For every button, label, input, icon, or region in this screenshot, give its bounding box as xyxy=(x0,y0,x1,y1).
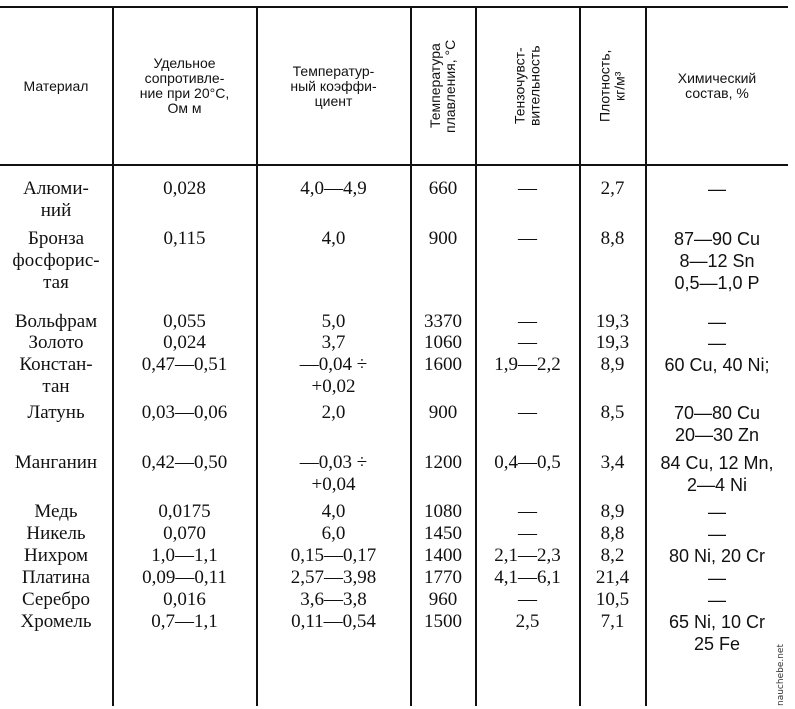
cell-melting: 1500 xyxy=(424,611,462,632)
cell-melting: 660 xyxy=(428,178,458,199)
watermark: nauchebe.net xyxy=(776,644,786,706)
cell-material: Никель xyxy=(26,523,86,544)
cell-composition: 20—30 Zn xyxy=(674,425,760,445)
cell-composition: 2—4 Ni xyxy=(686,475,748,495)
cell-tenso: 0,4—0,5 xyxy=(494,452,561,473)
cell-material: Серебро xyxy=(22,589,90,610)
cell-melting: 1450 xyxy=(424,523,462,544)
cell-melting: 1080 xyxy=(424,501,462,522)
cell-composition: 87—90 Cu xyxy=(673,229,761,249)
cell-tenso: — xyxy=(518,523,537,544)
cell-temp-coef: 0,11—0,54 xyxy=(291,611,376,632)
cell-density: 8,8 xyxy=(600,523,625,544)
materials-table xyxy=(0,6,788,706)
cell-temp-coef: —0,04 ÷ xyxy=(299,354,368,375)
cell-composition: — xyxy=(708,590,726,610)
cell-resistivity: 0,016 xyxy=(163,589,206,610)
cell-material: тая xyxy=(43,272,69,293)
cell-density: 3,4 xyxy=(600,452,625,473)
cell-composition: 8—12 Sn xyxy=(679,251,755,271)
cell-composition: 65 Ni, 10 Cr xyxy=(668,612,766,632)
header-melting-point: Температура плавления, °С xyxy=(427,39,458,133)
cell-melting: 1060 xyxy=(424,332,462,353)
header-tenso-sensitivity: Тензочувст- вительность xyxy=(511,45,543,127)
cell-temp-coef: 0,15—0,17 xyxy=(290,545,377,566)
cell-material: Вольфрам xyxy=(14,311,98,332)
cell-melting: 900 xyxy=(428,402,458,423)
cell-resistivity: 0,42—0,50 xyxy=(141,452,228,473)
cell-material: ний xyxy=(40,200,72,221)
cell-melting: 1770 xyxy=(424,567,462,588)
cell-material: Бронза xyxy=(27,228,85,249)
cell-melting: 1200 xyxy=(424,452,462,473)
cell-resistivity: 0,070 xyxy=(163,523,206,544)
cell-density: 21,4 xyxy=(595,567,630,588)
cell-material: Алюми- xyxy=(23,178,89,199)
cell-composition: 60 Cu, 40 Ni; xyxy=(664,355,770,375)
cell-tenso: — xyxy=(518,228,537,249)
cell-density: 8,8 xyxy=(600,228,625,249)
cell-material: Хромель xyxy=(20,611,92,632)
header-composition: Химический состав, % xyxy=(677,70,757,101)
cell-tenso: — xyxy=(518,311,537,332)
cell-composition: 70—80 Cu xyxy=(673,403,761,423)
cell-composition: 84 Cu, 12 Mn, xyxy=(660,453,774,473)
cell-tenso: 4,1—6,1 xyxy=(494,567,561,588)
cell-temp-coef: +0,04 xyxy=(311,474,356,495)
cell-composition: 0,5—1,0 P xyxy=(674,273,760,293)
cell-density: 7,1 xyxy=(600,611,625,632)
cell-material: тан xyxy=(42,376,70,397)
cell-temp-coef: 4,0 xyxy=(321,228,346,249)
cell-melting: 1400 xyxy=(424,545,462,566)
cell-melting: 3370 xyxy=(424,311,462,332)
cell-density: 8,9 xyxy=(600,501,625,522)
cell-resistivity: 0,0175 xyxy=(158,501,211,522)
cell-density: 19,3 xyxy=(595,332,630,353)
cell-material: Нихром xyxy=(23,545,89,566)
header-temp-coefficient: Температур- ный коэффи- циент xyxy=(290,62,377,109)
cell-composition: 25 Fe xyxy=(693,634,741,654)
cell-tenso: — xyxy=(518,402,537,423)
cell-resistivity: 0,09—0,11 xyxy=(142,567,227,588)
cell-density: 19,3 xyxy=(595,311,630,332)
cell-material: Медь xyxy=(34,501,78,522)
cell-temp-coef: 2,0 xyxy=(321,402,346,423)
cell-resistivity: 0,47—0,51 xyxy=(141,354,228,375)
cell-density: 8,2 xyxy=(600,545,625,566)
cell-resistivity: 0,028 xyxy=(163,178,206,199)
cell-temp-coef: 5,0 xyxy=(321,311,346,332)
cell-composition: 80 Ni, 20 Cr xyxy=(668,546,766,566)
cell-density: 2,7 xyxy=(600,178,625,199)
cell-temp-coef: 2,57—3,98 xyxy=(290,567,377,588)
cell-density: 8,5 xyxy=(600,402,625,423)
cell-composition: — xyxy=(708,333,726,353)
cell-tenso: 1,9—2,2 xyxy=(494,354,561,375)
cell-temp-coef: 6,0 xyxy=(321,523,346,544)
cell-density: 10,5 xyxy=(595,589,630,610)
cell-temp-coef: +0,02 xyxy=(311,376,356,397)
cell-resistivity: 0,7—1,1 xyxy=(151,611,218,632)
header-bottom-rule xyxy=(0,164,788,166)
cell-material: фосфорис- xyxy=(12,250,100,271)
cell-melting: 960 xyxy=(428,589,458,610)
cell-tenso: — xyxy=(518,501,537,522)
cell-temp-coef: 4,0 xyxy=(321,501,346,522)
cell-tenso: — xyxy=(518,589,537,610)
cell-resistivity: 0,055 xyxy=(163,311,206,332)
cell-composition: — xyxy=(708,502,726,522)
cell-material: Латунь xyxy=(27,402,85,423)
header-density: Плотность, кг/м³ xyxy=(596,49,628,123)
cell-tenso: 2,5 xyxy=(515,611,540,632)
cell-temp-coef: —0,03 ÷ xyxy=(299,452,368,473)
cell-material: Золото xyxy=(28,332,84,353)
cell-temp-coef: 3,6—3,8 xyxy=(300,589,367,610)
cell-composition: — xyxy=(708,312,726,332)
cell-resistivity: 0,03—0,06 xyxy=(141,402,228,423)
cell-temp-coef: 4,0—4,9 xyxy=(300,178,367,199)
cell-resistivity: 1,0—1,1 xyxy=(151,545,218,566)
cell-resistivity: 0,115 xyxy=(163,228,206,249)
cell-material: Манганин xyxy=(14,452,98,473)
header-material: Материал xyxy=(23,77,89,94)
cell-tenso: — xyxy=(518,178,537,199)
cell-material: Констан- xyxy=(19,354,93,375)
cell-composition: — xyxy=(708,179,726,199)
cell-material: Платина xyxy=(21,567,91,588)
cell-density: 8,9 xyxy=(600,354,625,375)
cell-melting: 900 xyxy=(428,228,458,249)
cell-composition: — xyxy=(708,524,726,544)
header-resistivity: Удельное сопротивле- ние при 20°С, Ом м xyxy=(139,55,230,116)
cell-resistivity: 0,024 xyxy=(163,332,206,353)
cell-tenso: — xyxy=(518,332,537,353)
cell-melting: 1600 xyxy=(424,354,462,375)
cell-tenso: 2,1—2,3 xyxy=(494,545,561,566)
cell-temp-coef: 3,7 xyxy=(321,332,346,353)
cell-composition: — xyxy=(708,568,726,588)
